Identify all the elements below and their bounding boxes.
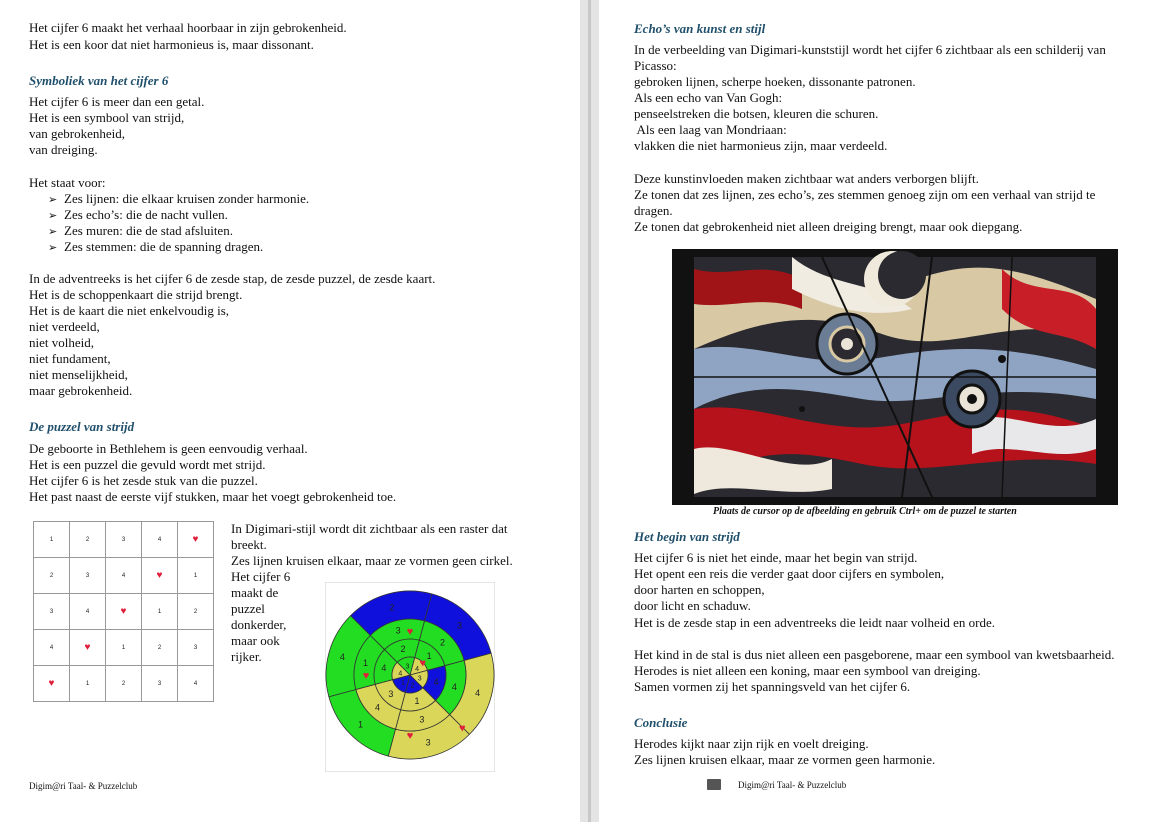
paragraph-line: Het cijfer 6 is het zesde stuk van die puzzel. bbox=[29, 473, 258, 488]
puzzle-sector-label: 4 bbox=[433, 676, 439, 687]
puzzle-sector-label: 4 bbox=[451, 681, 457, 692]
grid-cell: 1 bbox=[106, 630, 142, 666]
grid-cell: 4 bbox=[178, 666, 214, 702]
grid-cell: 3 bbox=[106, 522, 142, 558]
paragraph-line: Herodes is niet alleen een koning, maar een symbool van dreiging. bbox=[634, 663, 981, 678]
artwork-drawing bbox=[672, 249, 1118, 505]
arrow-bullet-icon: ➢ bbox=[48, 242, 58, 254]
footer-text: Digim@ri Taal- & Puzzelclub bbox=[29, 781, 138, 791]
section-title-conclusie: Conclusie bbox=[634, 715, 688, 730]
bullet-item bbox=[48, 191, 309, 208]
paragraph-line: Ze tonen dat gebrokenheid niet alleen dreiging brengt, maar ook diepgang. bbox=[634, 219, 1023, 234]
paragraph-line: door licht en schaduw. bbox=[634, 598, 751, 613]
section-title-echos: Echo’s van kunst en stijl bbox=[634, 21, 766, 36]
paragraph-line: gebroken lijnen, scherpe hoeken, dissonante patronen. bbox=[634, 74, 916, 89]
paragraph-line: penseelstreken die botsen, kleuren die schuren. bbox=[634, 106, 879, 121]
grid-text-line: Het cijfer 6 bbox=[231, 569, 291, 584]
puzzle-sector-label: 4 bbox=[415, 665, 420, 673]
grid-cell: 4 bbox=[106, 558, 142, 594]
grid-cell: 1 bbox=[70, 666, 106, 702]
grid-cell: 2 bbox=[34, 558, 70, 594]
paragraph-line: Deze kunstinvloeden maken zichtbaar wat anders verborgen blijft. bbox=[634, 171, 979, 186]
puzzle-sector-label: 4 bbox=[339, 651, 345, 662]
arrow-bullet-icon: ➢ bbox=[48, 210, 58, 222]
puzzle-sector-label: 4 bbox=[374, 702, 380, 713]
paragraph-line: niet volheid, bbox=[29, 335, 94, 350]
paragraph-line: In de verbeelding van Digimari-kunststijl wordt het cijfer 6 zichtbaar als een schilderij van bbox=[634, 42, 1106, 57]
paragraph-line: Het cijfer 6 is meer dan een getal. bbox=[29, 94, 205, 109]
grid-text-line: maakt de bbox=[231, 585, 279, 600]
grid-row bbox=[34, 594, 214, 630]
bullet-text: Zes echo’s: die de nacht vullen. bbox=[64, 207, 228, 222]
grid-row bbox=[34, 522, 214, 558]
section-title-symboliek: Symboliek van het cijfer 6 bbox=[29, 73, 169, 88]
grid-cell: 1 bbox=[34, 522, 70, 558]
grid-cell: 1 bbox=[178, 558, 214, 594]
puzzle-sector-label: 4 bbox=[381, 663, 387, 674]
paragraph-line: Het cijfer 6 is niet het einde, maar het begin van strijd. bbox=[634, 550, 918, 565]
puzzle-sector-label: 1 bbox=[357, 719, 364, 730]
heart-icon: ♥ bbox=[406, 626, 414, 638]
paragraph-line: Het is de kaart die niet enkelvoudig is, bbox=[29, 303, 230, 318]
puzzle-sector-label: 3 bbox=[388, 689, 394, 700]
intro-line-2: Het is een koor dat niet harmonieus is, maar dissonant. bbox=[29, 37, 314, 52]
abstract-artwork-image[interactable] bbox=[672, 249, 1118, 505]
puzzle-sector-label: 4 bbox=[398, 670, 403, 678]
grid-cell: 3 bbox=[70, 558, 106, 594]
grid-cell: 2 bbox=[142, 630, 178, 666]
grid-text-line: puzzel bbox=[231, 601, 265, 616]
grid-cell: 4 bbox=[70, 594, 106, 630]
grid-text-line: donkerder, bbox=[231, 617, 287, 632]
number-grid bbox=[33, 521, 214, 702]
puzzle-sector-label: 3 bbox=[405, 663, 410, 671]
grid-text-line: Zes lijnen kruisen elkaar, maar ze vormen geen cirkel. bbox=[231, 553, 513, 568]
footer-text: Digim@ri Taal- & Puzzelclub bbox=[738, 780, 847, 790]
stands-for-label: Het staat voor: bbox=[29, 175, 106, 190]
bullet-text: Zes muren: die de stad afsluiten. bbox=[64, 223, 233, 238]
arrow-bullet-icon: ➢ bbox=[48, 226, 58, 238]
puzzle-sector-label: 3 bbox=[395, 625, 401, 636]
paragraph-line: niet fundament, bbox=[29, 351, 111, 366]
grid-cell: 2 bbox=[70, 522, 106, 558]
heart-icon: ♥ bbox=[419, 657, 426, 670]
bullet-item bbox=[48, 239, 263, 256]
heart-icon: ♥ bbox=[459, 722, 466, 735]
bullet-item bbox=[48, 207, 228, 224]
paragraph-line: Het past naast de eerste vijf stukken, maar het voegt gebrokenheid toe. bbox=[29, 489, 397, 504]
paragraph-line: Het kind in de stal is dus niet alleen een pasgeborene, maar een symbool van kwetsbaarheid. bbox=[634, 647, 1115, 662]
paragraph-line: niet menselijkheid, bbox=[29, 367, 128, 382]
grid-cell: 4 bbox=[142, 522, 178, 558]
grid-cell: 2 bbox=[178, 594, 214, 630]
paragraph-line: Ze tonen dat zes lijnen, zes echo’s, zes stemmen genoeg zijn om een verhaal van strijd te bbox=[634, 187, 1096, 202]
grid-cell: 2 bbox=[106, 666, 142, 702]
paragraph-line: De geboorte in Bethlehem is geen eenvoudig verhaal. bbox=[29, 441, 308, 456]
paragraph-line: Als een laag van Mondriaan: bbox=[634, 122, 787, 137]
paragraph-line: Het opent een reis die verder gaat door cijfers en symbolen, bbox=[634, 566, 945, 581]
page-gutter bbox=[580, 0, 599, 822]
grid-cell: 3 bbox=[34, 594, 70, 630]
heart-icon: ♥ bbox=[362, 670, 370, 682]
section-title-begin: Het begin van strijd bbox=[634, 529, 740, 544]
arrow-bullet-icon: ➢ bbox=[48, 194, 58, 206]
circle-puzzle bbox=[325, 582, 495, 772]
grid-cell: 4 bbox=[34, 630, 70, 666]
puzzle-sector-label: 1 bbox=[400, 680, 405, 688]
paragraph-line: Picasso: bbox=[634, 58, 677, 73]
grid-cell-heart-icon: ♥ bbox=[34, 666, 70, 702]
image-caption: Plaats de cursor op de afbeelding en gebruik Ctrl+ om de puzzel te starten bbox=[713, 506, 1017, 517]
paragraph-line: van gebrokenheid, bbox=[29, 126, 126, 141]
paragraph-line: Herodes kijkt naar zijn rijk en voelt dreiging. bbox=[634, 736, 869, 751]
heart-icon: ♥ bbox=[406, 730, 414, 742]
grid-cell-heart-icon: ♥ bbox=[106, 594, 142, 630]
grid-text-line: breekt. bbox=[231, 537, 267, 552]
grid-row bbox=[34, 630, 214, 666]
paragraph-line: dragen. bbox=[634, 203, 673, 218]
paragraph-line: Het is de zesde stap in een adventreeks die leidt naar volheid en orde. bbox=[634, 615, 995, 630]
paragraph-line: Als een echo van Van Gogh: bbox=[634, 90, 783, 105]
book-icon bbox=[707, 779, 721, 790]
puzzle-sector-label: 1 bbox=[426, 650, 432, 661]
puzzle-sector-label: 4 bbox=[475, 688, 481, 699]
paragraph-line: Zes lijnen kruisen elkaar, maar ze vormen geen harmonie. bbox=[634, 752, 936, 767]
paragraph-line: maar gebrokenheid. bbox=[29, 383, 133, 398]
bullet-text: Zes stemmen: die de spanning dragen. bbox=[64, 239, 264, 254]
puzzle-sector-label: 2 bbox=[389, 602, 395, 613]
puzzle-sector-label: 2 bbox=[400, 643, 406, 654]
intro-line-1: Het cijfer 6 maakt het verhaal hoorbaar in zijn gebrokenheid. bbox=[29, 20, 347, 35]
puzzle-sector-label: 1 bbox=[363, 658, 369, 669]
puzzle-sector-label: 3 bbox=[456, 620, 463, 631]
grid-row bbox=[34, 558, 214, 594]
puzzle-sector-label: 2 bbox=[410, 682, 415, 690]
paragraph-line: vlakken die niet harmonieus zijn, maar verdeeld. bbox=[634, 138, 888, 153]
paragraph-line: Het is de schoppenkaart die strijd brengt. bbox=[29, 287, 243, 302]
grid-row bbox=[34, 666, 214, 702]
grid-cell: 3 bbox=[178, 630, 214, 666]
grid-cell: 1 bbox=[142, 594, 178, 630]
paragraph-line: door harten en schoppen, bbox=[634, 582, 765, 597]
puzzle-sector-label: 3 bbox=[419, 714, 425, 725]
bullet-text: Zes lijnen: die elkaar kruisen zonder harmonie. bbox=[64, 191, 310, 206]
grid-text-line: rijker. bbox=[231, 649, 262, 664]
grid-cell-heart-icon: ♥ bbox=[178, 522, 214, 558]
paragraph-line: In de adventreeks is het cijfer 6 de zesde stap, de zesde puzzel, de zesde kaart. bbox=[29, 271, 436, 286]
puzzle-sector-label: 2 bbox=[440, 637, 446, 648]
paragraph-line: niet verdeeld, bbox=[29, 319, 100, 334]
puzzle-sector-label: 3 bbox=[417, 675, 422, 683]
paragraph-line: Het is een symbool van strijd, bbox=[29, 110, 185, 125]
grid-text-line: maar ook bbox=[231, 633, 280, 648]
paragraph-line: Het is een puzzel die gevuld wordt met strijd. bbox=[29, 457, 266, 472]
puzzle-sector-label: 3 bbox=[425, 737, 431, 748]
paragraph-line: Samen vormen zij het spanningsveld van het cijfer 6. bbox=[634, 679, 911, 694]
grid-text-line: In Digimari-stijl wordt dit zichtbaar als een raster dat bbox=[231, 521, 508, 536]
grid-cell-heart-icon: ♥ bbox=[142, 558, 178, 594]
left-page bbox=[0, 0, 580, 822]
paragraph-line: van dreiging. bbox=[29, 142, 98, 157]
grid-cell: 3 bbox=[142, 666, 178, 702]
grid-cell-heart-icon: ♥ bbox=[70, 630, 106, 666]
section-title-puzzel: De puzzel van strijd bbox=[29, 419, 135, 434]
bullet-item bbox=[48, 223, 233, 240]
puzzle-sector-label: 1 bbox=[414, 696, 420, 707]
